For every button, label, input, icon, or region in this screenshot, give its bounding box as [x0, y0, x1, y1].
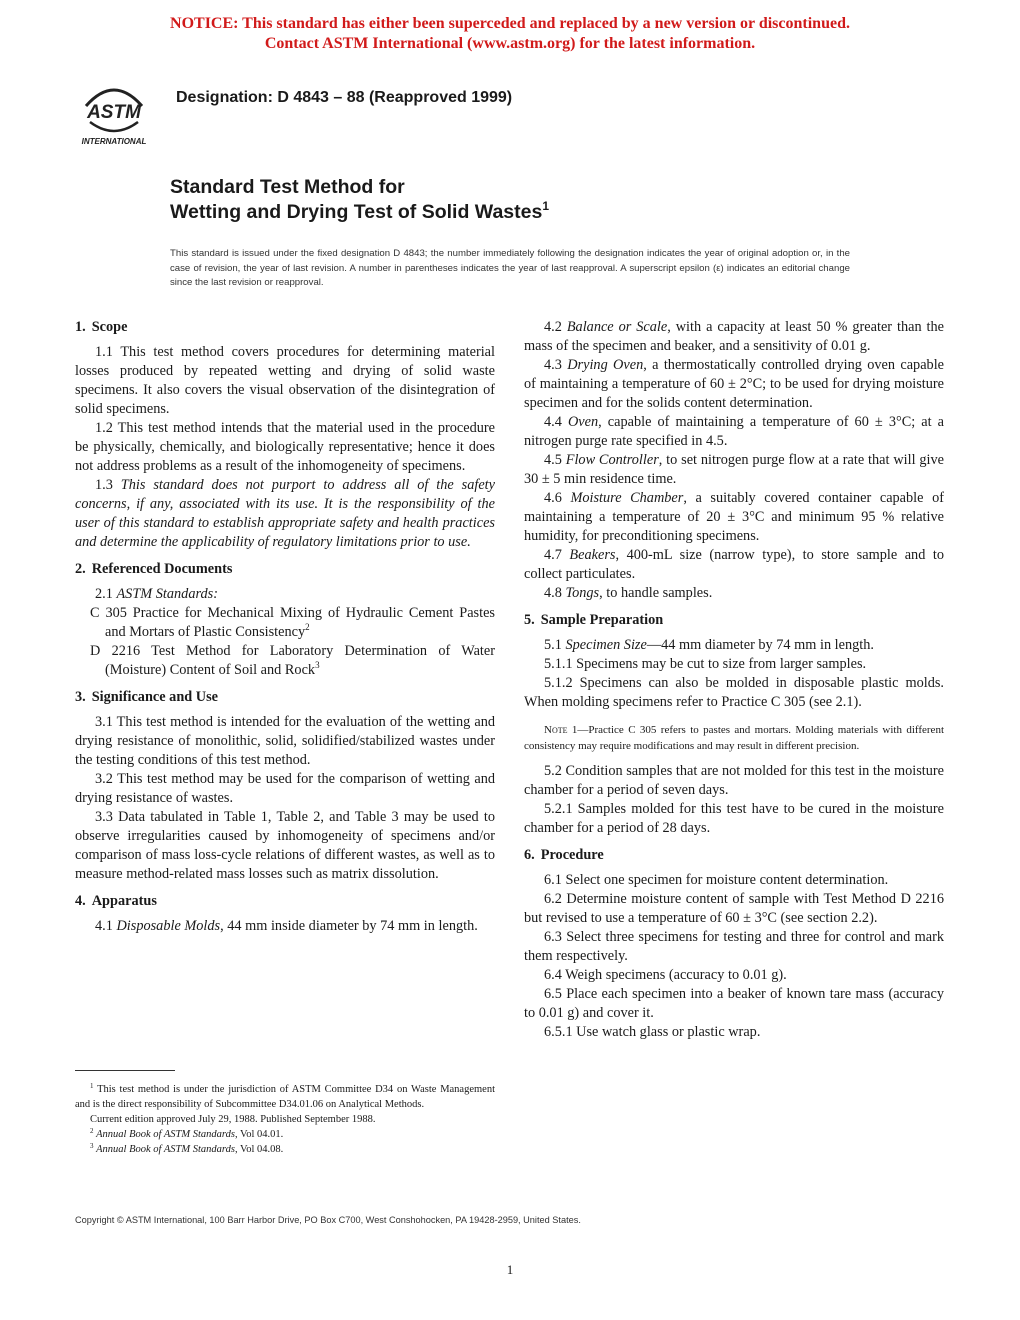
paragraph: 5.1 Specimen Size—44 mm diameter by 74 mm in length. [544, 637, 874, 653]
logo-text: ASTM [87, 102, 141, 123]
paragraph: 4.7 Beakers, 400-mL size (narrow type), to store sample and to collect particulates. [524, 547, 945, 582]
title-line-2 [170, 200, 549, 225]
paragraph: 5.1.1 Specimens may be cut to size from larger samples. [544, 656, 867, 672]
paragraph: 4.5 Flow Controller, to set nitrogen purge flow at a rate that will give 30 ± 5 min residence time. [524, 452, 945, 487]
title-footnote-mark: 1 [542, 199, 550, 213]
note-1: Note 1—Practice C 305 refers to pastes and mortars. Molding materials with different consistency may require modifications and may result in different precision. [524, 724, 944, 752]
title-main: Wetting and Drying Test of Solid Wastes [170, 201, 543, 223]
paragraph: 5.2.1 Samples molded for this test have to be cured in the moisture chamber for a period of 28 days. [524, 801, 944, 836]
right-column [524, 318, 944, 1042]
paragraph: 6.4 Weigh specimens (accuracy to 0.01 g). [544, 967, 787, 983]
paragraph: 4.8 Tongs, to handle samples. [544, 585, 713, 601]
notice-line-1: NOTICE: This standard has either been superceded and replaced by a new version or discontinued. [170, 15, 850, 32]
paragraph: 1.2 This test method intends that the material used in the procedure be physically, chemically, and biologically representative; hence it does not address problems as a result of the inhomogeneity of specimens. [75, 420, 495, 474]
footnote-3: $^3$ Annual Book of ASTM Standards, Vol 04.08. [90, 1142, 284, 1155]
footnotes [75, 1082, 495, 1157]
paragraph: 4.1 Disposable Molds, 44 mm inside diameter by 74 mm in length. [95, 918, 478, 934]
paragraph: 4.3 Drying Oven, a thermostatically controlled drying oven capable of maintaining a temperature of 60 ± 2°C; to be used for drying moisture specimen and for the solids content determination. [524, 357, 945, 411]
reference-item: D 2216 Test Method for Laboratory Determination of Water (Moisture) Content of Soil and Rock$^3$ [90, 643, 495, 678]
section-heading: 5. Sample Preparation [524, 612, 664, 628]
paragraph: 3.1 This test method is intended for the evaluation of the wetting and drying resistance of monolithic, solid, solidified/stabilized wastes under the testing conditions of this test method. [75, 714, 495, 768]
reference-item: C 305 Practice for Mechanical Mixing of Hydraulic Cement Pastes and Mortars of Plastic Consistency$^2$ [90, 605, 495, 640]
designation: Designation: D 4843 – 88 (Reapproved 1999) [176, 89, 513, 106]
paragraph: 3.3 Data tabulated in Table 1, Table 2, and Table 3 may be used to observe irregularities caused by inhomogeneity of specimens and/or comparison of mass loss-cycle relations of different wastes, as well as to measure method-related mass losses such as matrix dissolution. [75, 809, 495, 882]
left-column [75, 318, 495, 936]
paragraph: 1.1 This test method covers procedures for determining material losses produced by repeated wetting and drying of solid waste specimens. It also covers the visual observation of the disintegration of solid specimens. [75, 344, 495, 417]
paragraph: 3.2 This test method may be used for the comparison of wetting and drying resistance of wastes. [75, 771, 495, 806]
paragraph: 6.5.1 Use watch glass or plastic wrap. [544, 1024, 761, 1040]
astm-logo [66, 78, 162, 148]
section-heading: 1. Scope [75, 319, 128, 335]
section-heading: 4. Apparatus [75, 893, 157, 909]
notice-line-2: Contact ASTM International (www.astm.org) for the latest information. [264, 35, 756, 52]
footnote-1: $^1$ This test method is under the jurisdiction of ASTM Committee D34 on Waste Management and is the direct responsibility of Subcommittee D34.01.06 on Analytical Methods. [75, 1082, 496, 1110]
footnote-2: $^2$ Annual Book of ASTM Standards, Vol 04.01. [90, 1127, 284, 1140]
paragraph: 5.2 Condition samples that are not molded for this test in the moisture chamber for a period of seven days. [524, 763, 944, 798]
section-heading: 6. Procedure [524, 847, 604, 863]
copyright-line: Copyright © ASTM International, 100 Barr Harbor Drive, PO Box C700, West Conshohocken, PA 19428-2959, United States. [75, 1215, 581, 1225]
page-number: 1 [506, 1262, 514, 1277]
footnote-divider [75, 1070, 175, 1071]
paragraph: 1.3 This standard does not purport to address all of the safety concerns, if any, associated with its use. It is the responsibility of the user of this standard to establish appropriate safety and health practices and determine the applicability of regulatory limitations prior to use. [75, 477, 495, 550]
paragraph: 4.6 Moisture Chamber, a suitably covered container capable of maintaining a temperature of 20 ± 3°C and minimum 95 % relative humidity, for preconditioning specimens. [524, 490, 944, 544]
paragraph: 6.2 Determine moisture content of sample with Test Method D 2216 but revised to use a temperature of 60 ± 3°C (see section 2.2). [524, 891, 944, 926]
title-line-1: Standard Test Method for [170, 176, 405, 198]
logo-subtext: INTERNATIONAL [81, 137, 147, 146]
notice-banner [0, 14, 1020, 54]
paragraph: 4.2 Balance or Scale, with a capacity at least 50 % greater than the mass of the specimen and beaker, and a sensitivity of 0.01 g. [524, 319, 944, 354]
paragraph: 6.5 Place each specimen into a beaker of known tare mass (accuracy to 0.01 g) and cover it. [524, 986, 944, 1021]
paragraph: 2.1 ASTM Standards: [95, 586, 218, 602]
paragraph: 6.3 Select three specimens for testing and three for control and mark them respectively. [524, 929, 944, 964]
document-title [170, 175, 549, 225]
footnote-1-edition: Current edition approved July 29, 1988. Published September 1988. [90, 1114, 376, 1125]
section-heading: 2. Referenced Documents [75, 561, 233, 577]
paragraph: 5.1.2 Specimens can also be molded in disposable plastic molds. When molding specimens refer to Practice C 305 (see 2.1). [524, 675, 944, 710]
astm-logo-mark [66, 78, 162, 148]
issuance-statement: This standard is issued under the fixed designation D 4843; the number immediately following the designation indicates the year of original adoption or, in the case of revision, the year of last revision. A number in parentheses indicates the year of last reapproval. A superscript epsilon (ε) indicates an editorial change since the last revision or reapproval. [170, 248, 850, 288]
section-heading: 3. Significance and Use [75, 689, 219, 705]
paragraph: 4.4 Oven, capable of maintaining a temperature of 60 ± 3°C; at a nitrogen purge rate specified in 4.5. [524, 414, 945, 449]
paragraph: 6.1 Select one specimen for moisture content determination. [544, 872, 889, 888]
